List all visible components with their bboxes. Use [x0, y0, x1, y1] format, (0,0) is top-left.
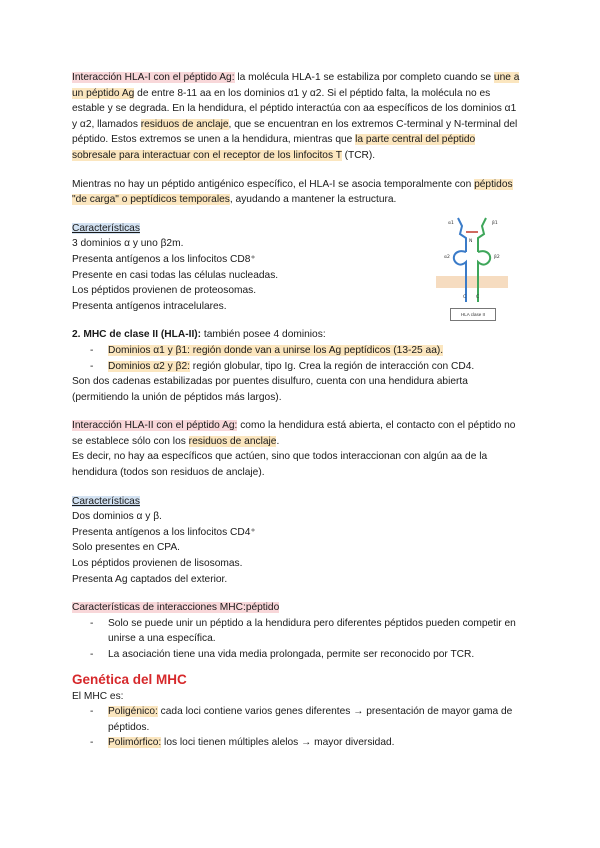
text: como la hendidura está abierta, el contacto con el péptido no se establece sólo con los: [72, 420, 516, 447]
highlight: une a un péptido Ag: [72, 72, 520, 99]
text: , que se encuentran en los extremos C-terminal y N-terminal del péptido. Estos extremos se unen a la hendidura, mientras que: [72, 118, 518, 146]
genetics-intro: El MHC es:: [72, 690, 124, 702]
paragraph-loading-peptides: [72, 177, 522, 208]
label-a2: α2: [444, 255, 450, 260]
hla-class2-diagram: [432, 212, 512, 320]
mhc2-bold: 2. MHC de clase II (HLA-II):: [72, 329, 202, 341]
label-b2: β2: [494, 255, 500, 260]
list-item: - Solo se puede unir un péptido a la hendidura pero diferentes péptidos pueden competir en unirse a una específica.: [72, 616, 522, 647]
text: región globular, tipo Ig. Crea la región de interacción con CD4.: [189, 360, 475, 372]
highlight: Polimórfico:: [108, 737, 162, 749]
highlight: Dominios α2 y β2:: [108, 360, 190, 372]
mhc2-heading: [72, 327, 522, 343]
figure-caption: HLA clase II: [450, 308, 496, 321]
label-a1: α1: [448, 221, 454, 226]
highlight: péptidos "de carga" o peptídicos temporales: [72, 178, 513, 206]
list-item: [72, 359, 522, 375]
highlight: residuos de anclaje: [188, 435, 277, 447]
label-c-beta: C: [476, 295, 480, 300]
feature-item: 3 dominios α y uno β2m.: [72, 238, 184, 250]
mhc2-domain-list: [72, 343, 522, 374]
text: la molécula HLA-1 se estabiliza por completo cuando se: [234, 72, 494, 83]
paragraph-hla2-interaction: [72, 418, 522, 449]
hla-diagram-svg: [432, 212, 512, 307]
feature-item: Presenta antígenos a los linfocitos CD8⁺: [72, 253, 256, 265]
genetics-list: [72, 704, 522, 751]
text: los loci tienen múltiples alelos → mayor diversidad.: [161, 737, 395, 749]
text: Mientras no hay un péptido antigénico específico, el HLA-I se asocia temporalmente con: [72, 178, 475, 190]
features-title: Características: [72, 222, 140, 234]
label-b1: β1: [492, 221, 498, 226]
features-hla1: [72, 221, 427, 315]
feature-item: Presenta antígenos intracelulares.: [72, 300, 227, 312]
alpha-chain: [454, 218, 466, 302]
lead-hla2: Interacción HLA-II con el péptido Ag:: [72, 420, 238, 432]
list-item: [72, 735, 522, 751]
highlight: la parte central del péptido sobresale para interactuar con el receptor de los linfocitos T: [72, 134, 476, 161]
text: también posee 4 dominios:: [201, 329, 326, 341]
genetics-heading: Genética del MHC: [72, 671, 187, 687]
text: de entre 8-11 aa en los dominios α1 y α2. Si el péptido falta, la molécula no es estable y se degrada. En la hendidura, el péptido interactúa con aa específicos de los dominios α1 y α2, llamados: [72, 87, 517, 130]
label-n: N: [469, 239, 473, 244]
label-c-alpha: C: [463, 295, 467, 300]
highlight: Poligénico:: [108, 706, 158, 718]
paragraph-hla1-interaction: [72, 70, 522, 164]
beta-chain: [478, 218, 490, 302]
document-page: [72, 70, 522, 751]
list-item: [72, 704, 522, 735]
lead-hla1: Interacción HLA-I con el péptido Ag:: [72, 72, 235, 83]
feature-item: Los péptidos provienen de lisosomas.: [72, 558, 243, 570]
feature-item: Presenta Ag captados del exterior.: [72, 573, 228, 585]
list-item: - La asociación tiene una vida media prolongada, permite ser reconocido por TCR.: [72, 647, 522, 663]
interactions-title: Características de interacciones MHC:péptido: [72, 602, 280, 614]
text: .: [276, 435, 280, 447]
feature-item: Presenta antígenos a los linfocitos CD4⁺: [72, 526, 256, 538]
list-item: [72, 343, 522, 359]
highlight: Dominios α1 y β1: región donde van a unirse los Ag peptídicos (13-25 aa).: [108, 344, 444, 356]
highlight: residuos de anclaje: [140, 118, 229, 130]
feature-item: Presente en casi todas las células nucleadas.: [72, 269, 279, 281]
features-title: Características: [72, 495, 140, 507]
feature-item: Dos dominios α y β.: [72, 511, 162, 523]
interactions-list: [72, 616, 522, 663]
membrane-band: [436, 276, 508, 288]
features-hla2: [72, 494, 522, 588]
feature-item: Los péptidos provienen de proteosomas.: [72, 285, 257, 297]
feature-item: Solo presentes en CPA.: [72, 542, 180, 554]
mhc2-description: Son dos cadenas estabilizadas por puentes disulfuro, cuenta con una hendidura abierta (permitiendo la unión de péptidos más largos).: [72, 376, 468, 403]
text: cada loci contiene varios genes diferentes → presentación de mayor gama de péptidos.: [108, 706, 513, 733]
paragraph-hla2-detail: Es decir, no hay aa específicos que actúen, sino que todos interaccionan con algún aa de la hendidura (todos son residuos de anclaje).: [72, 451, 488, 479]
text: , ayudando a mantener la estructura.: [229, 194, 397, 206]
text: (TCR).: [341, 149, 376, 161]
